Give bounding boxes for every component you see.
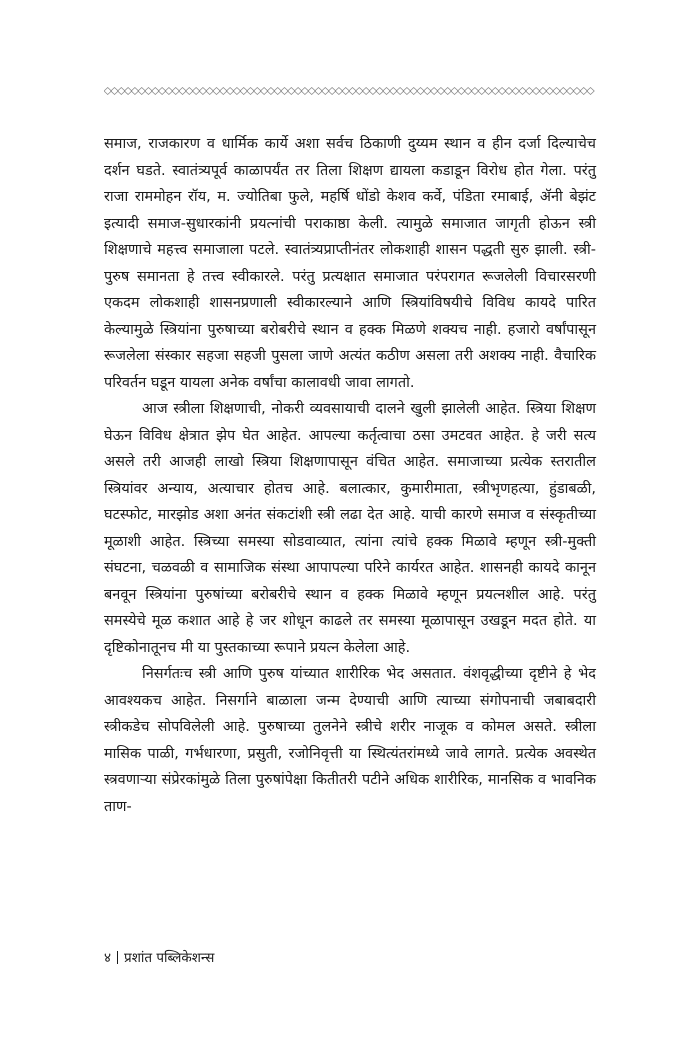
paragraph-1: समाज, राजकारण व धार्मिक कार्ये अशा सर्वच ठिकाणी दुय्यम स्थान व हीन दर्जा दिल्याचेच दर्शन घडते. स्वातंत्र्यपूर्व काळापर्यंत तर तिला शिक्षण द्यायला कडाडून विरोध होत गेला. परंतु राजा राममोहन रॉय, म. ज्योतिबा फुले, महर्षि धोंडो केशव कर्वे, पंडिता रमाबाई, ॲनी बेझंट इत्यादी समाज-सुधारकांनी प्रयत्नांची पराकाष्ठा केली. त्यामुळे समाजात जागृती होऊन स्त्री शिक्षणाचे महत्त्व समाजाला पटले. स्वातंत्र्यप्राप्तीनंतर लोकशाही शासन पद्धती सुरु झाली. स्त्री-पुरुष समानता हे तत्त्व स्वीकारले. परंतु प्रत्यक्षात समाजात परंपरागत रूजलेली विचारसरणी एकदम लोकशाही शासनप्रणाली स्वीकारल्याने आणि स्त्रियांविषयीचे विविध कायदे पारित केल्यामुळे स्त्रियांना पुरुषाच्या बरोबरीचे स्थान व हक्क मिळणे शक्यच नाही. हजारो वर्षांपासून रूजलेला संस्कार सहजा सहजी पुसला जाणे अत्यंत कठीण असला तरी अशक्य नाही. वैचारिक परिवर्तन घडून यायला अनेक वर्षांचा कालावधी जावा लागतो. bbox=[104, 136, 596, 391]
page-footer bbox=[104, 949, 214, 967]
publisher-name: प्रशांत पब्लिकेशन्स bbox=[124, 950, 215, 966]
page-number: ४ bbox=[104, 950, 112, 966]
body-text bbox=[104, 131, 596, 820]
decorative-diamond-border bbox=[104, 85, 596, 97]
footer-separator bbox=[117, 951, 118, 964]
paragraph-3: निसर्गतःच स्त्री आणि पुरुष यांच्यात शारीरिक भेद असतात. वंशवृद्धीच्या दृष्टीने हे भेद आवश्यकच आहेत. निसर्गाने बाळाला जन्म देण्याची आणि त्याच्या संगोपनाची जबाबदारी स्त्रीकडेच सोपविलेली आहे. पुरुषाच्या तुलनेने स्त्रीचे शरीर नाजूक व कोमल असते. स्त्रीला मासिक पाळी, गर्भधारणा, प्रसुती, रजोनिवृत्ती या स्थित्यंतरांमध्ये जावे लागते. प्रत्येक अवस्थेत स्त्रवणाऱ्या संप्रेरकांमुळे तिला पुरुषांपेक्षा कितीतरी पटीने अधिक शारीरिक, मानसिक व भावनिक ताण- bbox=[104, 666, 596, 815]
paragraph-2: आज स्त्रीला शिक्षणाची, नोकरी व्यवसायाची दालने खुली झालेली आहेत. स्त्रिया शिक्षण घेऊन विविध क्षेत्रात झेप घेत आहेत. आपल्या कर्तृत्वाचा ठसा उमटवत आहेत. हे जरी सत्य असले तरी आजही लाखो स्त्रिया शिक्षणापासून वंचित आहेत. समाजाच्या प्रत्येक स्तरातील स्त्रियांवर अन्याय, अत्याचार होतच आहे. बलात्कार, कुमारीमाता, स्त्रीभृणहत्या, हुंडाबळी, घटस्फोट, मारझोड अशा अनंत संकटांशी स्त्री लढा देत आहे. याची कारणे समाज व संस्कृतीच्या मूळाशी आहेत. स्त्रिच्या समस्या सोडवाव्यात, त्यांना त्यांचे हक्क मिळावे म्हणून स्त्री-मुक्ती संघटना, चळवळी व सामाजिक संस्था आपापल्या परिने कार्यरत आहेत. शासनही कायदे कानून बनवून स्त्रियांना पुरुषांच्या बरोबरीचे स्थान व हक्क मिळावे म्हणून प्रयत्नशील आहे. परंतु समस्येचे मूळ कशात आहे हे जर शोधून काढले तर समस्या मूळापासून उखडून मदत होते. या दृष्टिकोनातूनच मी या पुस्तकाच्या रूपाने प्रयत्न केलेला आहे. bbox=[104, 401, 596, 656]
diamond-chain-icon bbox=[104, 85, 596, 97]
